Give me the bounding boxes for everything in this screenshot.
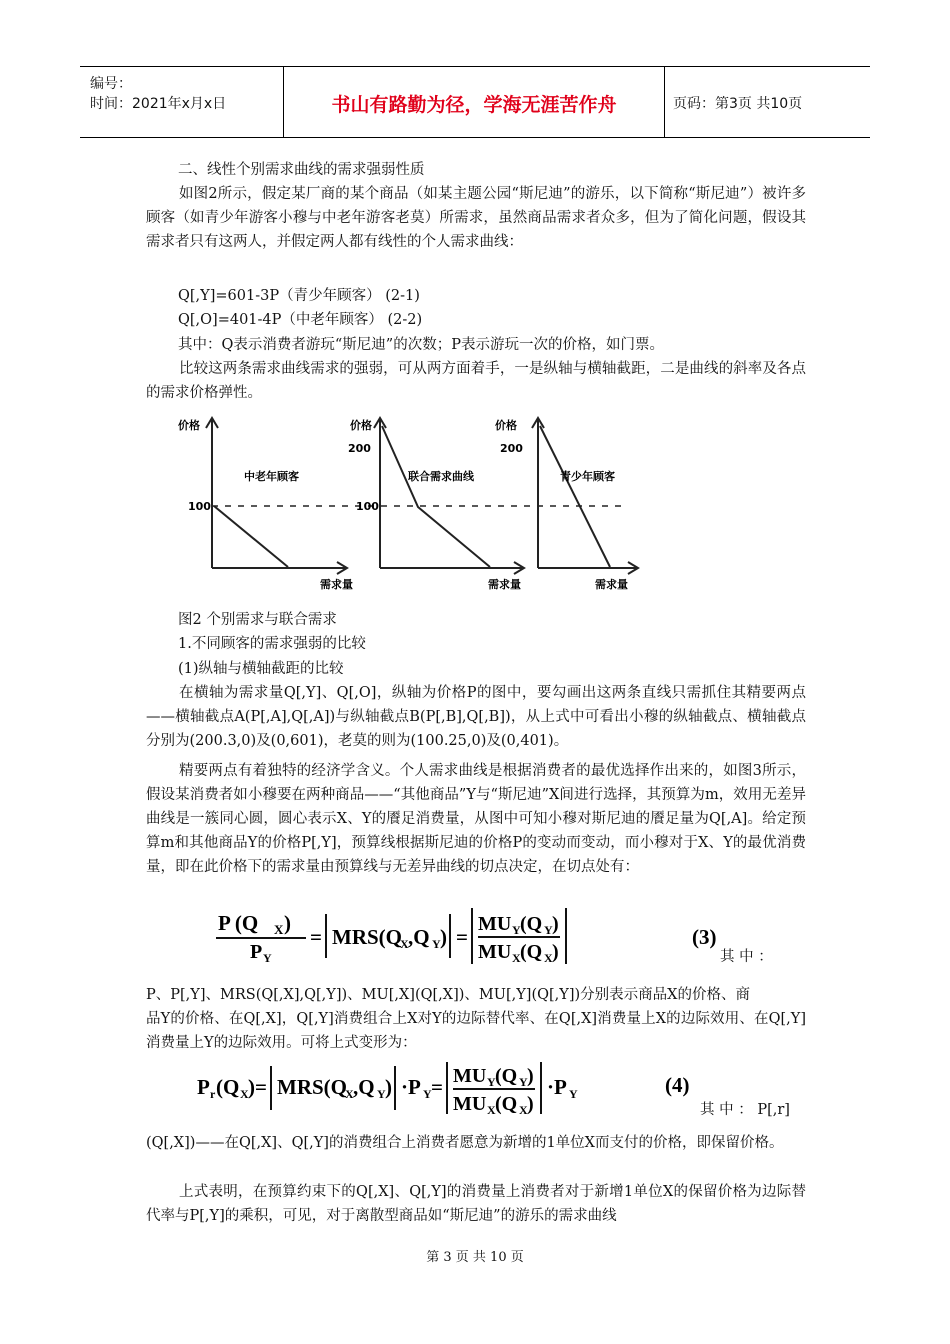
- svg-text:X: X: [345, 1087, 354, 1101]
- subheading-2: (1)纵轴与横轴截距的比较: [178, 661, 344, 677]
- svg-text:=: =: [456, 925, 468, 949]
- equation-3: [214, 906, 734, 964]
- header-page-cell: [663, 67, 870, 137]
- subheading-1: 1.不同顾客的需求强弱的比较: [178, 636, 366, 652]
- panel2-y-label: 价格: [350, 419, 372, 432]
- panel1-demand-line: [214, 506, 288, 567]
- svg-text:): ): [527, 1065, 534, 1087]
- panel3-tick-200: 200: [500, 442, 523, 455]
- svg-text:Y: Y: [263, 951, 272, 964]
- svg-text:X: X: [400, 937, 409, 951]
- svg-text:MU: MU: [453, 1065, 487, 1087]
- paragraph-1: 如图2所示，假定某厂商的某个商品（如某主题公园“斯尼迪”的游乐，以下简称“斯尼迪”）被许多顾客（如青少年游客小穆与中老年游客老莫）所需求，虽然商品需求者众多，但为了简化问题，假设其需求者只有这两人，并假定两人都有线性的个人需求曲线：: [146, 186, 806, 250]
- equation-4-number: (4): [665, 1073, 690, 1097]
- panel2-tick-100: 100: [356, 500, 379, 513]
- svg-text:Y: Y: [423, 1087, 432, 1101]
- svg-text:X: X: [544, 951, 553, 964]
- equation-4: [195, 1060, 715, 1116]
- time-label: 时间：2021年x月x日: [90, 96, 227, 112]
- svg-text:Y: Y: [432, 937, 441, 951]
- svg-text:): ): [552, 941, 559, 963]
- panel2-title: 联合需求曲线: [408, 470, 474, 483]
- equation-2-1: Q[,Y]=601-3P（青少年顾客） (2-1): [178, 288, 420, 304]
- page-number-label: 页码：第3页 共10页: [673, 96, 803, 112]
- svg-text:=: =: [310, 925, 322, 949]
- svg-text:=: =: [431, 1075, 443, 1099]
- where-text-1: 其中：Q表示消费者游玩“斯尼迪”的次数；P表示游玩一次的价格，如门票。: [178, 337, 664, 353]
- svg-text:·P: ·P: [401, 1075, 421, 1099]
- panel1-x-label: 需求量: [320, 578, 353, 591]
- panel1-title: 中老年顾客: [244, 470, 299, 483]
- paragraph-6: (Q[,X])——在Q[,X]、Q[,Y]的消费组合上消费者愿意为新增的1单位X而支付的价格，即保留价格。: [146, 1135, 784, 1151]
- panel3-x-label: 需求量: [595, 578, 628, 591]
- equation-2-2: Q[,O]=401-4P（中老年顾客） (2-2): [178, 312, 423, 328]
- paragraph-5: 品Y的价格、在Q[,X]，Q[,Y]消费组合上X对Y的边际替代率、在Q[,X]消费量上X的边际效用、在Q[,Y]消费量上Y的边际效用。可将上式变形为：: [146, 1011, 806, 1051]
- svg-text:): ): [552, 913, 559, 935]
- svg-text:(Q: (Q: [216, 1075, 240, 1099]
- svg-text:X: X: [274, 922, 284, 937]
- svg-text:): ): [527, 1093, 534, 1115]
- svg-text:(Q: (Q: [520, 941, 543, 963]
- svg-text:Y: Y: [569, 1087, 578, 1101]
- paragraph-4: 精要两点有着独特的经济学含义。个人需求曲线是根据消费者的最优选择作出来的，如图3所示，假设某消费者如小穆要在两种商品——“其他商品”Y与“斯尼迪”X间进行选择，其预算为m，效用无差异曲线是一簇同心圆，圆心表示X、Y的餍足消费量，从图中可知小穆对斯尼迪的餍足量为Q[,A]。给定预算m和其他商品Y的价格P[,Y]，预算线根据斯尼迪的价格P的变动而变动，而小穆对于X、Y的最优消费量，即在此价格下的需求量由预算线与无差异曲线的切点决定，在切点处有：: [146, 763, 806, 875]
- svg-text:,Q: ,Q: [408, 925, 430, 949]
- panel1-y-label: 价格: [178, 419, 200, 432]
- where-text-2: 其 中 ：: [720, 949, 773, 965]
- paragraph-5-line-1: P、P[,Y]、MRS(Q[,X],Q[,Y])、MU[,X](Q[,X])、MU[,Y](Q[,Y])分别表示商品X的价格、商: [146, 987, 750, 1003]
- svg-text:MU: MU: [478, 913, 512, 935]
- paragraph-7: 上式表明，在预算约束下的Q[,X]、Q[,Y]的消费量上消费者对于新增1单位X的保留价格为边际替代率与P[,Y]的乘积，可见，对于离散型商品如“斯尼迪”的游乐的需求曲线: [146, 1184, 806, 1224]
- svg-text:): ): [284, 911, 291, 935]
- figure-2-demand-curves: [170, 410, 650, 602]
- panel3-y-label: 价格: [495, 419, 517, 432]
- svg-text:r: r: [210, 1087, 216, 1101]
- svg-text:X: X: [240, 1087, 249, 1101]
- svg-text:(Q: (Q: [520, 913, 543, 935]
- svg-text:P: P: [197, 1075, 210, 1099]
- svg-text:)=: )=: [248, 1075, 267, 1099]
- paragraph-2: 比较这两条需求曲线需求的强弱，可从两方面着手，一是纵轴与横轴截距，二是曲线的斜率及各点的需求价格弹性。: [146, 361, 806, 401]
- paragraph-3: 在横轴为需求量Q[,Y]、Q[,O]，纵轴为价格P的图中，要勾画出这两条直线只需抓住其精要两点——横轴截点A(P[,A],Q[,A])与纵轴截点B(P[,B],Q[,B])，从上式中可看出小穆的纵轴截点、横轴截点分别为(200.3,0)及(0,601)，老莫的则为(100.25,0)及(0,401)。: [146, 685, 806, 749]
- svg-text:·P: ·P: [547, 1075, 567, 1099]
- panel2-x-label: 需求量: [488, 578, 521, 591]
- svg-text:X: X: [487, 1103, 496, 1116]
- panel3-title: 青少年顾客: [560, 470, 615, 483]
- svg-text:MRS(Q: MRS(Q: [332, 925, 402, 949]
- svg-text:X: X: [512, 951, 521, 964]
- svg-text:MU: MU: [453, 1093, 487, 1115]
- svg-text:Y: Y: [487, 1075, 496, 1089]
- svg-text:Y: Y: [377, 1087, 386, 1101]
- section-heading: 二、线性个别需求曲线的需求强弱性质: [178, 162, 425, 178]
- svg-text:P (Q: P (Q: [218, 911, 259, 935]
- svg-text:P: P: [250, 941, 263, 963]
- motto: 书山有路勤为径，学海无涯苦作舟: [331, 94, 617, 116]
- code-label: 编号：: [90, 76, 132, 92]
- panel2-tick-200: 200: [348, 442, 371, 455]
- svg-text:): ): [440, 925, 447, 949]
- svg-text:Y: Y: [519, 1075, 528, 1089]
- svg-text:,Q: ,Q: [353, 1075, 375, 1099]
- panel2-joint-demand-line: [382, 426, 490, 567]
- where-text-3: 其 中 ： P[,r]: [700, 1102, 790, 1118]
- svg-text:): ): [385, 1075, 392, 1099]
- panel1-tick-100: 100: [188, 500, 211, 513]
- header-meta-cell: [80, 67, 283, 137]
- svg-text:Y: Y: [512, 923, 521, 937]
- svg-text:MRS(Q: MRS(Q: [277, 1075, 347, 1099]
- svg-text:MU: MU: [478, 941, 512, 963]
- panel3-demand-line: [540, 426, 610, 567]
- header-motto-cell: [283, 67, 665, 137]
- svg-text:(Q: (Q: [495, 1065, 518, 1087]
- page-header: [80, 66, 870, 138]
- svg-text:Y: Y: [544, 923, 553, 937]
- svg-text:(Q: (Q: [495, 1093, 518, 1115]
- svg-text:X: X: [519, 1103, 528, 1116]
- figure-2-caption: 图2 个别需求与联合需求: [178, 612, 337, 628]
- page-footer: 第 3 页 共 10 页: [426, 1250, 524, 1265]
- equation-3-number: (3): [692, 925, 717, 949]
